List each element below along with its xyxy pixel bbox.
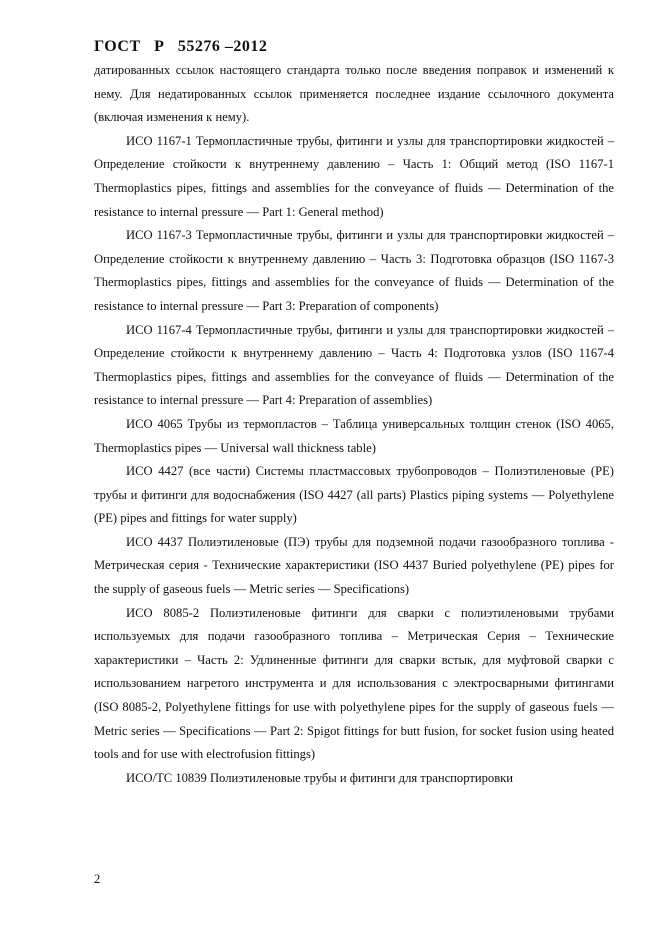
page-number: 2 (94, 872, 101, 886)
reference-iso-4427: ИСО 4427 (все части) Системы пластмассовых трубопроводов – Полиэтиленовые (PE) трубы и фитинги для водоснабжения (ISO 4427 (all parts) Plastics piping systems — Polyethylene (PE) pipes and fittings for water supply) (94, 464, 614, 526)
paragraph-continuation: датированных ссылок настоящего стандарта только после введения поправок и изменений к нему. Для недатированных ссылок применяется последнее издание ссылочного документа (включая изменения к нему). (94, 63, 614, 125)
reference-iso-1167-4: ИСО 1167-4 Термопластичные трубы, фитинги и узлы для транспортировки жидкостей – Определение стойкости к внутреннему давлению – Часть 4: Подготовка узлов (ISO 1167-4 Thermoplastics pipes, fittings and assemblies for the conveyance of fluids — Determination of the resistance to internal pressure — Part 4: Preparation of assemblies) (94, 322, 614, 408)
reference-iso-4065: ИСО 4065 Трубы из термопластов – Таблица универсальных толщин стенок (ISO 4065, Thermoplastics pipes — Universal wall thickness table) (94, 416, 614, 455)
document-body (94, 59, 614, 790)
reference-iso-1167-1: ИСО 1167-1 Термопластичные трубы, фитинги и узлы для транспортировки жидкостей – Определение стойкости к внутреннему давлению – Часть 1: Общий метод (ISO 1167-1 Thermoplastics pipes, fittings and assemblies for the conveyance of fluids — Determination of the resistance to internal pressure — Part 1: General method) (94, 133, 614, 219)
reference-iso-4437: ИСО 4437 Полиэтиленовые (ПЭ) трубы для подземной подачи газообразного топлива - Метрическая серия - Технические характеристики (ISO 4437 Buried polyethylene (PE) pipes for the supply of gaseous fuels — Metric series — Specifications) (94, 534, 614, 597)
reference-iso-ts-10839: ИСО/ТС 10839 Полиэтиленовые трубы и фитинги для транспортировки (126, 770, 513, 785)
reference-iso-1167-3: ИСО 1167-3 Термопластичные трубы, фитинги и узлы для транспортировки жидкостей – Определение стойкости к внутреннему давлению – Часть 3: Подготовка образцов (ISO 1167-3 Thermoplastics pipes, fittings and assemblies for the conveyance of fluids — Determination of the resistance to internal pressure — Part 3: Preparation of components) (94, 228, 614, 313)
document-header: ГОСТ Р 55276 –2012 (94, 38, 268, 55)
reference-iso-8085-2: ИСО 8085-2 Полиэтиленовые фитинги для сварки с полиэтиленовыми трубами используемых для подачи газообразного топлива – Метрическая Серия – Технические характеристики – Часть 2: Удлиненные фитинги для сварки встык, для муфтовой сварки с использованием нагретого инструмента и для использования с электросварными фитингами (ISO 8085-2, Polyethylene fittings for use with polyethylene pipes for the supply of gaseous fuels — Metric series — Specifications — Part 2: Spigot fittings for butt fusion, for socket fusion using heated tools and for use with electrofusion fittings) (94, 605, 614, 762)
